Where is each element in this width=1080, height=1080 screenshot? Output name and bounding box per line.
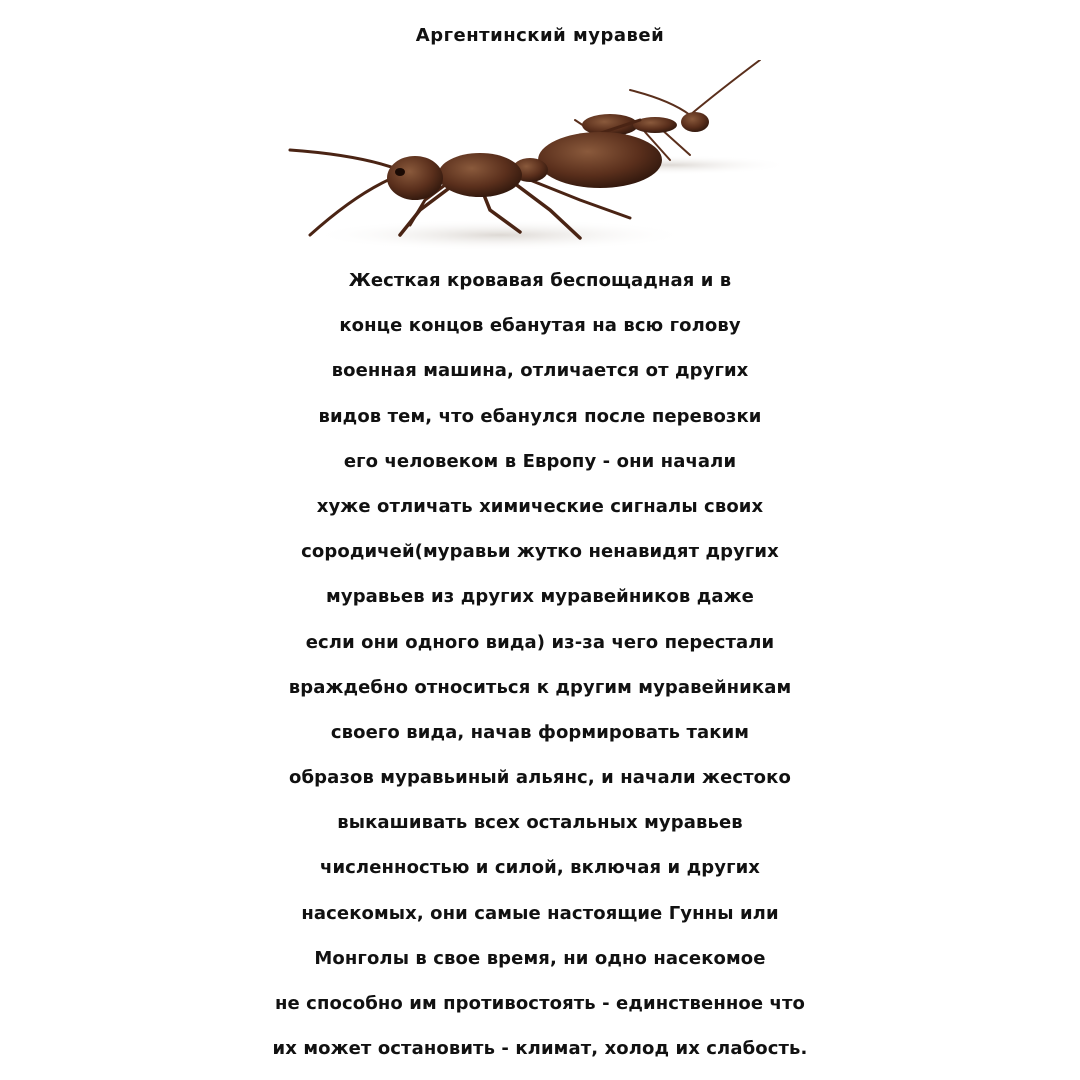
- text-line: Жесткая кровавая беспощадная и в: [348, 270, 732, 291]
- text-line: насекомых, они самые настоящие Гунны или: [301, 902, 779, 924]
- text-line: своего вида, начав формировать таким: [330, 721, 750, 743]
- description-text: [0, 258, 1080, 1071]
- shadow-shape: [310, 219, 690, 251]
- text-line: если они одного вида) из-за чего перестали: [305, 631, 775, 653]
- ant-pair-illustration: [250, 60, 810, 260]
- text-line: численностью и силой, включая и других: [319, 857, 761, 879]
- text-line: военная машина, отличается от других: [331, 360, 749, 382]
- text-line: видов тем, что ебанулся после перевозки: [318, 405, 762, 427]
- text-line: враждебно относиться к другим муравейникам: [288, 676, 792, 698]
- text-line: конце концов ебанутая на всю голову: [339, 315, 741, 337]
- text-line: Монголы в свое время, ни одно насекомое: [314, 947, 766, 969]
- text-line: выкашивать всех остальных муравьев: [337, 812, 743, 834]
- text-line: его человеком в Европу - они начали: [343, 450, 737, 472]
- text-line: не способно им противостоять - единственное что: [274, 993, 806, 1014]
- text-line: образов муравьиный альянс, и начали жестоко: [289, 767, 791, 789]
- text-line: муравьев из других муравейников даже: [326, 586, 754, 608]
- text-line: их может остановить - климат, холод их слабость.: [272, 1038, 808, 1060]
- page-title: Аргентинский муравей: [415, 25, 665, 46]
- text-line: хуже отличать химические сигналы своих: [316, 495, 764, 517]
- text-line: сородичей(муравьи жутко ненавидят других: [301, 541, 779, 563]
